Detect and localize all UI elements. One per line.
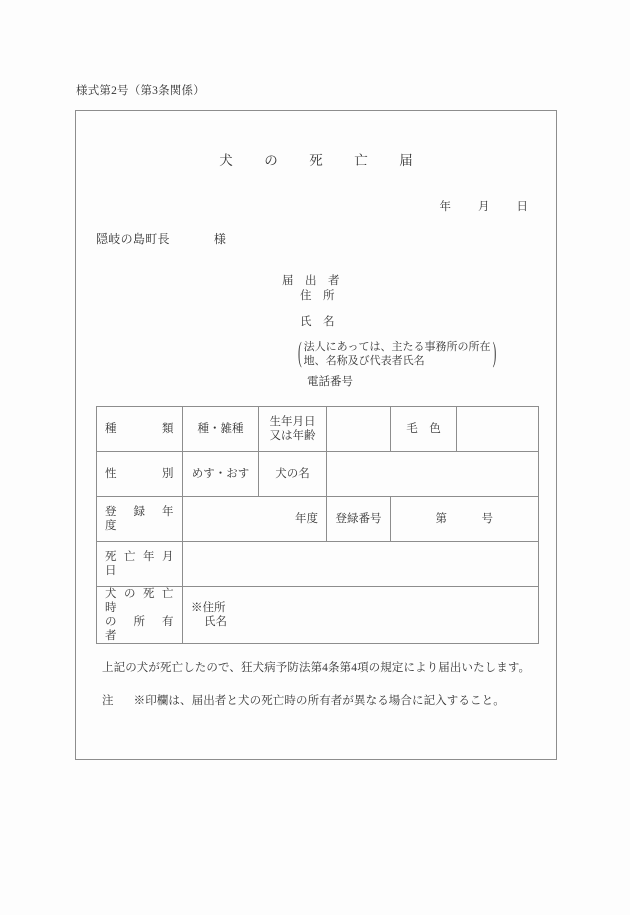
table-row (97, 542, 539, 587)
date-line (440, 198, 530, 214)
submitter-block (282, 274, 340, 304)
submitter-name-label: 氏 名 (300, 316, 335, 328)
date-day-label: 日 (516, 201, 529, 213)
cell-sex-label: 性 別 (97, 452, 183, 497)
date-year-label: 年 (439, 201, 452, 213)
cell-sex-value: めす・おす (183, 452, 259, 497)
owner-address-label: ※住所 (191, 602, 226, 614)
footnote-text: ※印欄は、届出者と犬の死亡時の所有者が異なる場合に記入すること。 (133, 695, 505, 707)
corporate-note-line1: 法人にあっては、主たる事務所の所在 (303, 341, 491, 353)
cell-owner-at-death-value[interactable] (183, 587, 539, 644)
table-row (97, 587, 539, 644)
cell-coat-color-value[interactable] (457, 407, 539, 452)
corporate-note (297, 337, 497, 369)
cell-registration-year-value[interactable]: 年度 (183, 497, 327, 542)
addressee-honorific: 様 (213, 232, 227, 246)
addressee (96, 230, 226, 247)
owner-label-line1: 犬 の 死 亡 時 (105, 588, 174, 614)
corporate-note-line2: 地、名称及び代表者氏名 (303, 355, 425, 367)
registration-number-prefix: 第 (435, 513, 448, 525)
footnote (102, 692, 505, 708)
paren-open: ( (298, 337, 302, 369)
page-title: 犬 の 死 亡 届 (219, 153, 422, 168)
submitter-address-label: 住 所 (300, 290, 335, 302)
cell-birthdate-label (259, 407, 327, 452)
dog-info-table (96, 406, 539, 644)
birthdate-label-line2: 又は年齢 (269, 430, 316, 442)
cell-registration-number-label: 登緑番号 (327, 497, 391, 542)
registration-number-suffix: 号 (481, 513, 494, 525)
submitter-label: 届 出 者 (282, 275, 340, 287)
phone-label: 電話番号 (307, 376, 353, 388)
date-month-label: 月 (478, 201, 491, 213)
form-frame (75, 110, 557, 760)
cell-death-date-label: 死 亡 年 月 日 (97, 542, 183, 587)
cell-breed-type-label: 種 類 (97, 407, 183, 452)
cell-birthdate-value[interactable] (327, 407, 391, 452)
cell-dog-name-value[interactable] (327, 452, 539, 497)
table-row (97, 452, 539, 497)
birthdate-label-line1: 生年月日 (269, 416, 316, 428)
table-row (97, 407, 539, 452)
cell-registration-number-value[interactable] (391, 497, 539, 542)
form-number: 様式第2号（第3条関係） (76, 85, 205, 97)
statement-text: 上記の犬が死亡したので、狂犬病予防法第4条第4項の規定により届出いたします。 (102, 662, 531, 674)
table-row (97, 497, 539, 542)
corporate-note-text (303, 340, 492, 368)
footnote-marker: 注 (102, 695, 114, 707)
cell-owner-at-death-label (97, 587, 186, 644)
cell-registration-year-label: 登 録 年 度 (97, 497, 183, 542)
cell-breed-type-value: 種・雑種 (183, 407, 259, 452)
paren-close: ) (492, 337, 497, 369)
cell-dog-name-label: 犬の名 (259, 452, 327, 497)
addressee-office: 隠岐の島町長 (96, 232, 170, 246)
owner-label-line2: の 所 有 者 (105, 616, 186, 642)
cell-coat-color-label: 毛 色 (391, 407, 457, 452)
cell-death-date-value[interactable] (183, 542, 539, 587)
owner-name-label: 氏名 (204, 616, 227, 628)
